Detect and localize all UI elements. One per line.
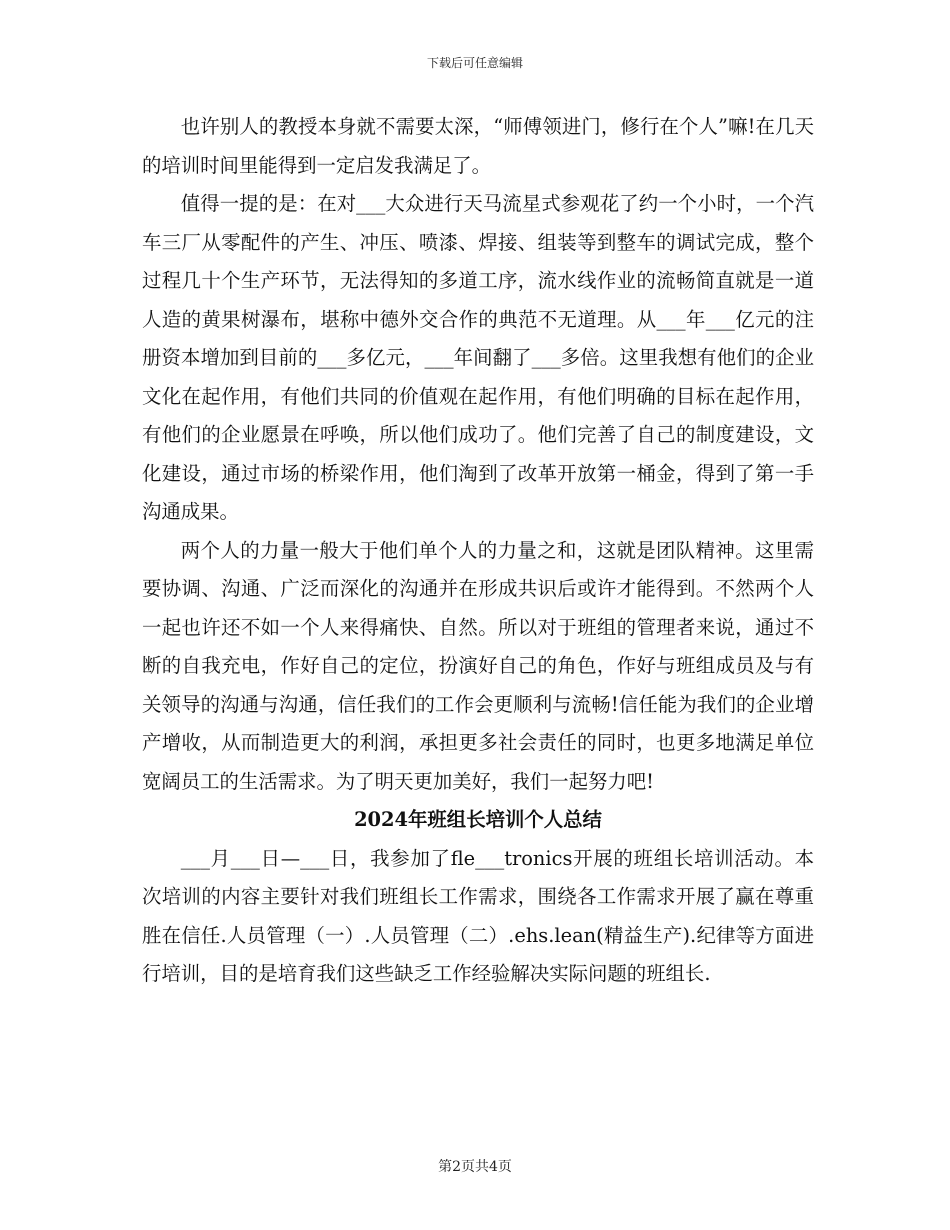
paragraph-4: ___月___日—___日，我参加了fle___tronics开展的班组长培训活动。本次培训的内容主要针对我们班组长工作需求，围绕各工作需求开展了赢在尊重胜在信任.人员管理（一）.人员管理（二）.ehs.lean(精益生产).纪律等方面进行培训，目的是培育我们这些缺乏工作经验解决实际问题的班组长.	[142, 846, 814, 985]
paragraph-3: 两个人的力量一般大于他们单个人的力量之和，这就是团队精神。这里需要协调、沟通、广泛而深化的沟通并在形成共识后或许才能得到。不然两个人一起也许还不如一个人来得痛快、自然。所以对于班组的管理者来说，通过不断的自我充电，作好自己的定位，扮演好自己的角色，作好与班组成员及与有关领导的沟通与沟通，信任我们的工作会更顺利与流畅!信任能为我们的企业增产增收，从而制造更大的利润，承担更多社会责任的同时，也更多地满足单位宽阔员工的生活需求。为了明天更加美好，我们一起努力吧!	[142, 538, 814, 793]
section-title: 2024年班组长培训个人总结	[354, 808, 602, 831]
page-header: 下载后可任意编辑	[426, 56, 523, 70]
paragraph-2: 值得一提的是：在对___大众进行天马流星式参观花了约一个小时，一个汽车三厂从零配件的产生、冲压、喷漆、焊接、组装等到整车的调试完成，整个过程几十个生产环节，无法得知的多道工序，流水线作业的流畅简直就是一道人造的黄果树瀑布，堪称中德外交合作的典范不无道理。从___年___亿元的注册资本增加到目前的___多亿元，___年间翻了___多倍。这里我想有他们的企业文化在起作用，有他们共同的价值观在起作用，有他们明确的目标在起作用，有他们的企业愿景在呼唤，所以他们成功了。他们完善了自己的制度建设，文化建设，通过市场的桥梁作用，他们淘到了改革开放第一桶金，得到了第一手沟通成果。	[142, 192, 814, 523]
paragraph-1: 也许别人的教授本身就不需要太深，“师傅领进门，修行在个人”嘛!在几天的培训时间里能得到一定启发我满足了。	[142, 115, 814, 177]
document-body	[142, 108, 814, 994]
page-footer: 第2页共4页	[438, 1159, 512, 1175]
